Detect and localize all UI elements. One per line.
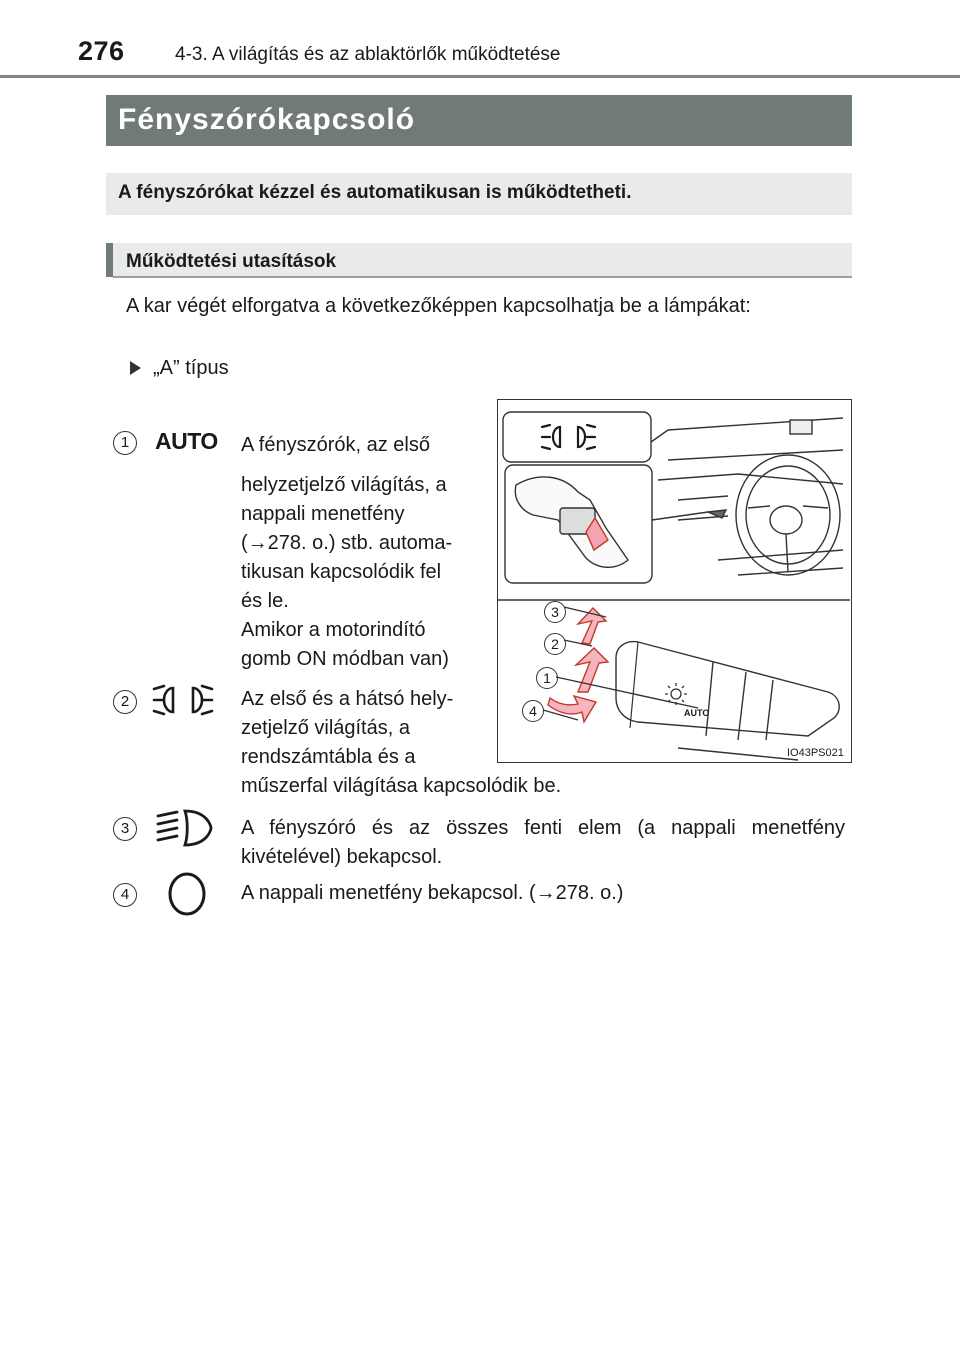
section-title: Fényszórókapcsoló — [118, 103, 416, 136]
chapter-title: 4-3. A világítás és az ablaktörlők működtetése — [175, 44, 561, 65]
subsection-underline — [113, 276, 852, 278]
item-4-number: 4 — [113, 883, 137, 907]
item-1-line-4: (→278. o.) stb. automa- — [241, 532, 453, 554]
lever-illustration — [497, 399, 852, 763]
type-label: „A” típus — [153, 357, 229, 379]
item-3-number: 3 — [113, 817, 137, 841]
callout-1: 1 — [536, 667, 558, 689]
callout-4: 4 — [522, 700, 544, 722]
item-1-line-6: és le. — [241, 590, 289, 612]
item-1-line-7: Amikor a motorindító — [241, 619, 426, 641]
subsection-accent-bar — [106, 243, 113, 277]
item-4-text: A nappali menetfény bekapcsol. (→278. o.) — [241, 882, 624, 904]
item-1-line-8: gomb ON módban van) — [241, 648, 449, 670]
item-2-number: 2 — [113, 690, 137, 714]
daytime-running-light-icon — [166, 871, 208, 917]
item-1-line-1: A fényszórók, az első — [241, 434, 430, 456]
summary-text: A fényszórókat kézzel és automatikusan is működtetheti. — [118, 182, 632, 203]
lever-auto-label: AUTO — [684, 708, 710, 718]
callout-3: 3 — [544, 601, 566, 623]
item-3-text: A fényszóró és az összes fenti elem (a nappali menetfény kivételével) bekapcsol. — [241, 817, 845, 868]
page-number: 276 — [78, 36, 125, 66]
item-2-line-3: rendszámtábla és a — [241, 746, 416, 768]
item-2-line-2: zetjelző világítás, a — [241, 717, 410, 739]
item-2-body — [241, 685, 562, 801]
parking-lights-icon — [150, 684, 216, 716]
item-1-line-2: helyzetjelző világítás, a — [241, 474, 447, 496]
triangle-bullet-icon — [130, 361, 141, 375]
item-2-line-1: Az első és a hátsó hely- — [241, 688, 454, 710]
item-2-line-4: műszerfal világítása kapcsolódik be. — [241, 775, 562, 797]
callout-2: 2 — [544, 633, 566, 655]
auto-symbol: AUTO — [155, 428, 218, 454]
headlight-icon — [155, 806, 213, 850]
item-1-number: 1 — [113, 431, 137, 455]
item-1-line-3: nappali menetfény — [241, 503, 405, 525]
intro-paragraph: A kar végét elforgatva a következőképpen kapcsolhatja be a lámpákat: — [126, 295, 751, 317]
subsection-title: Működtetési utasítások — [126, 251, 337, 272]
item-1-line-5: tikusan kapcsolódik fel — [241, 561, 442, 583]
figure-code: IO43PS021 — [787, 747, 844, 759]
illustration-drawing — [498, 400, 850, 761]
header-divider — [0, 75, 960, 78]
item-1-body — [241, 471, 486, 674]
